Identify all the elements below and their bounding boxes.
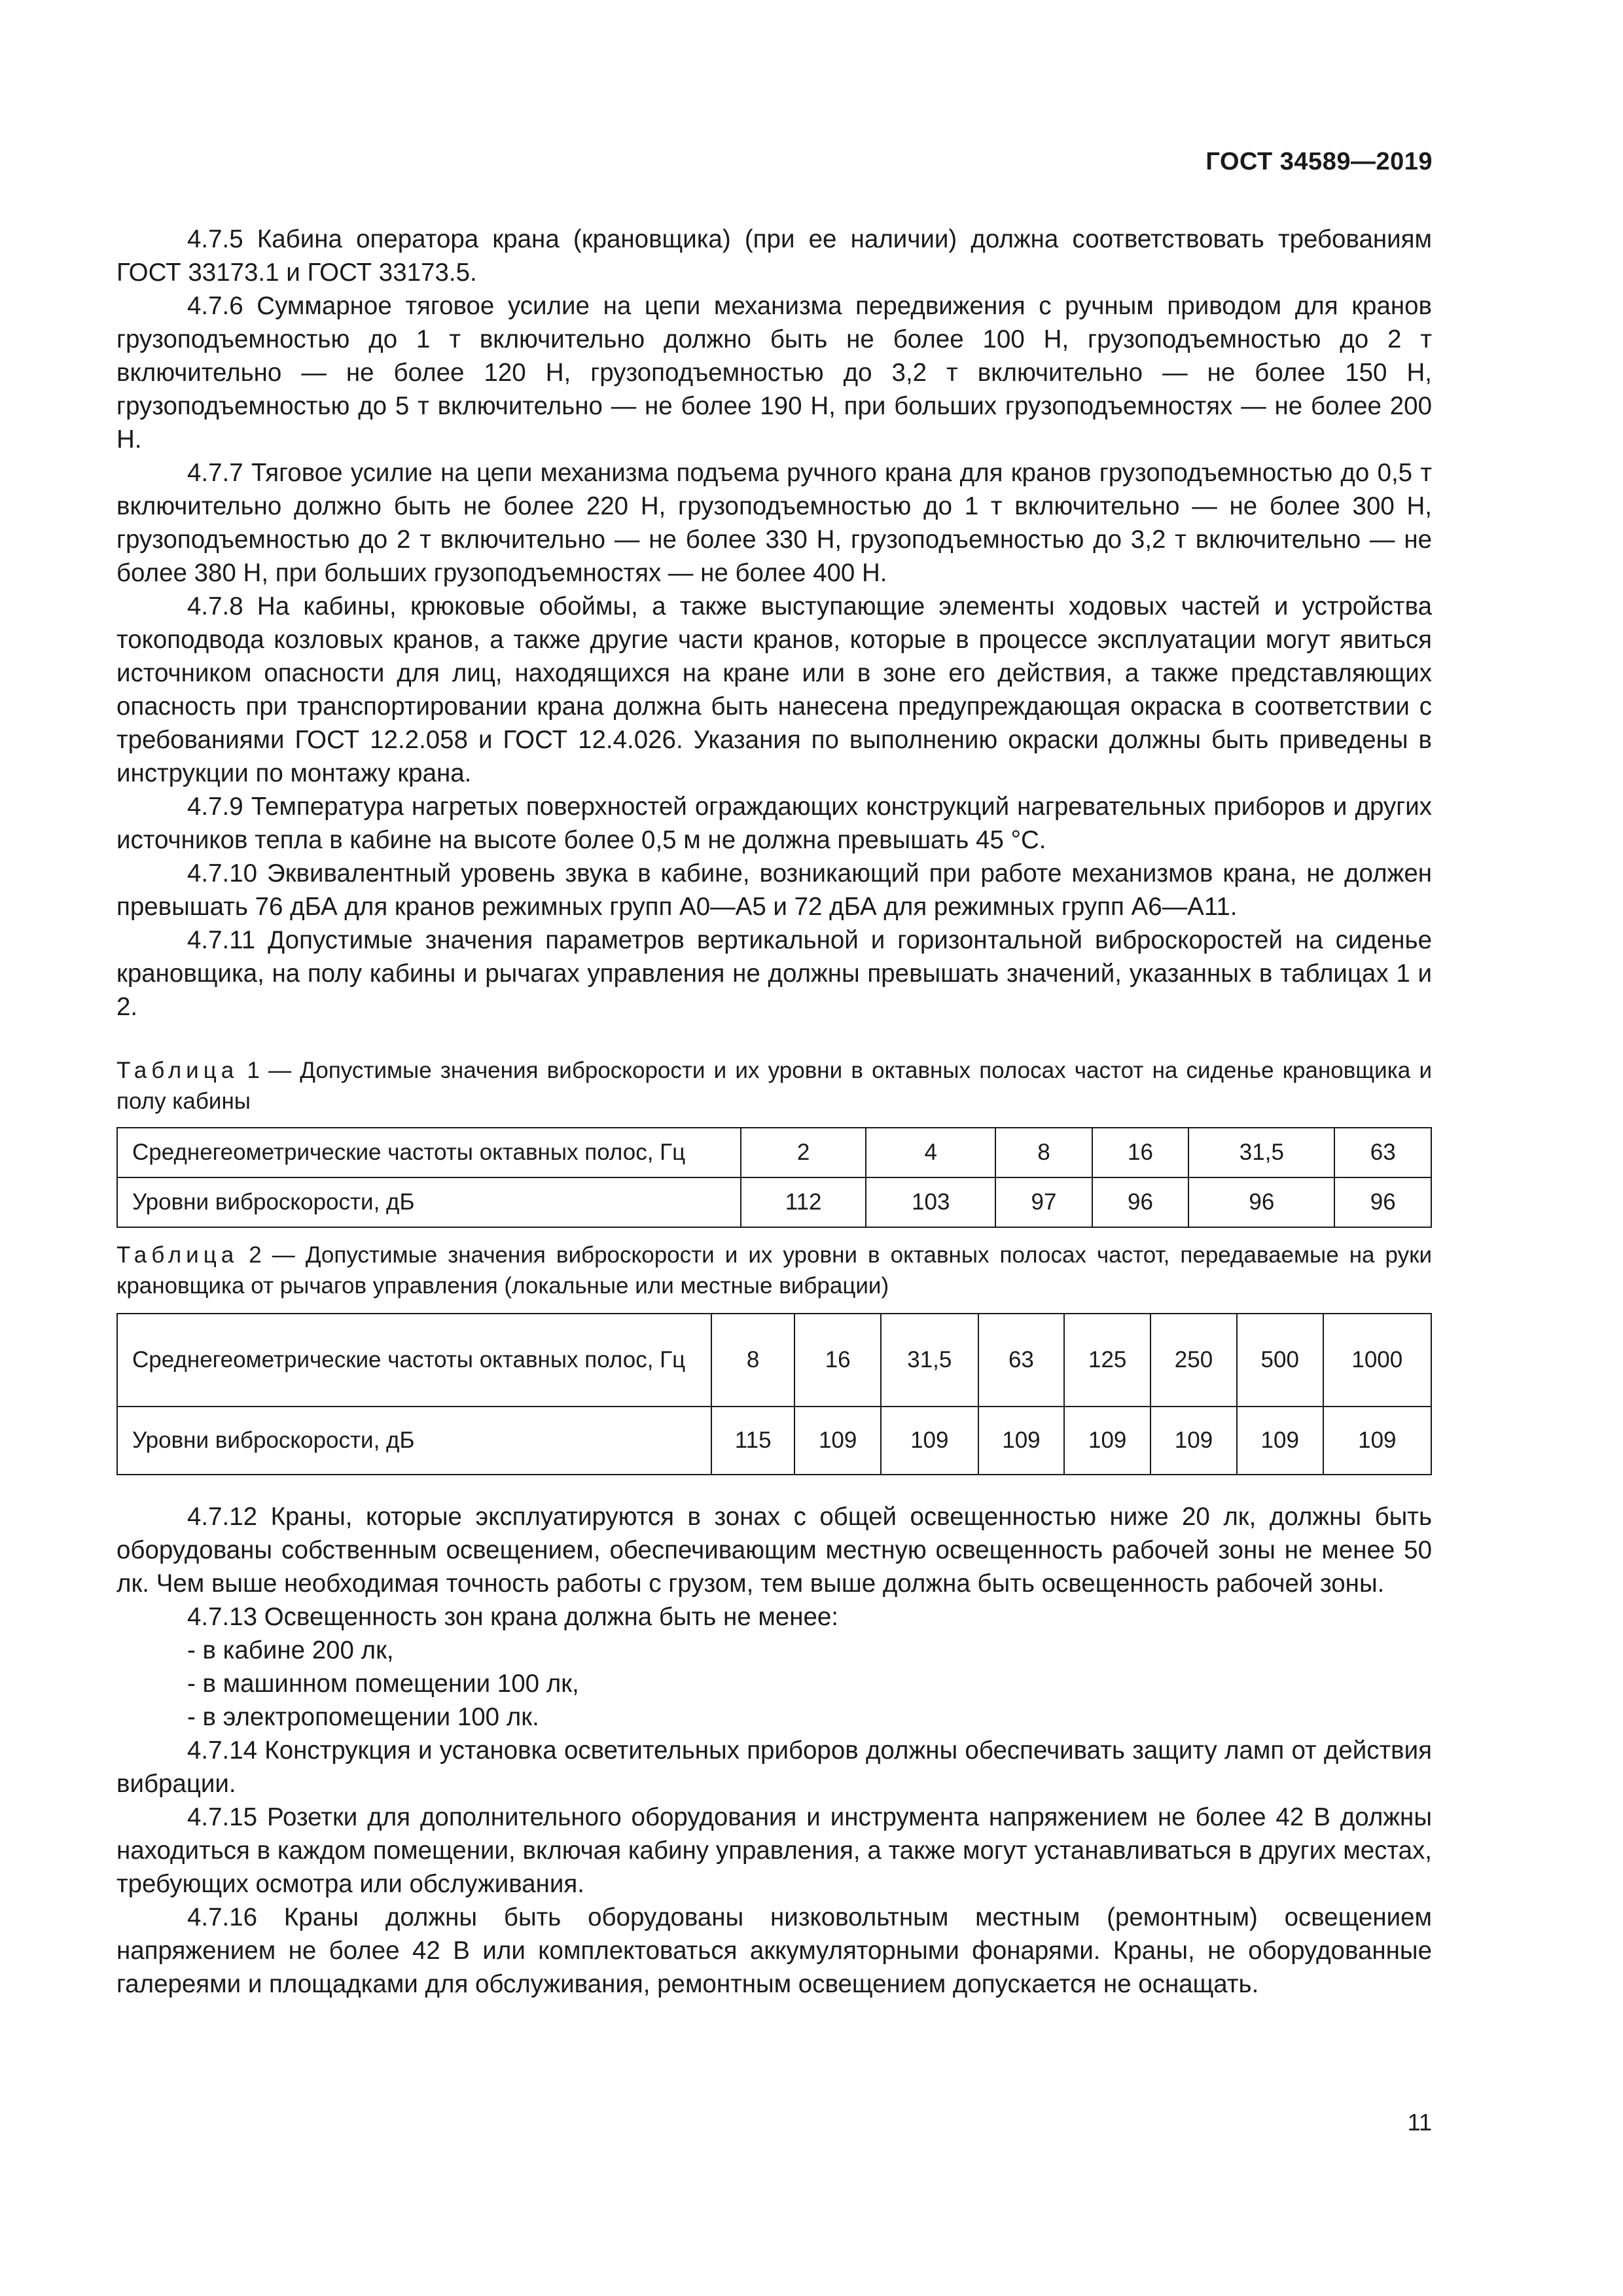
table2-caption-text: 2 — Допустимые значения виброскорости и их уровни в октавных полосах частот, передаваемые на руки крановщика от рычагов управления (локальные или местные вибрации) (116, 1242, 1432, 1299)
paragraph-4-7-13: 4.7.13 Освещенность зон крана должна быть не менее: (187, 1603, 838, 1631)
table2-freq-label: Среднегеометрические частоты октавных полос, Гц (117, 1314, 711, 1407)
table-row (117, 1177, 1431, 1227)
paragraph-4-7-11: 4.7.11 Допустимые значения параметров вертикальной и горизонтальной виброскоростей на сиденье крановщика, на полу кабины и рычагах управления не должны превышать значений, указанных в таблицах 1 и 2. (116, 926, 1432, 1021)
page-header: ГОСТ 34589—2019 (1205, 148, 1433, 175)
table-cell: 96 (1334, 1177, 1431, 1227)
table-cell: 8 (711, 1314, 794, 1407)
table1-caption-word: Таблица (116, 1058, 239, 1083)
table-cell: 115 (711, 1407, 794, 1475)
table-row (117, 1407, 1431, 1475)
table-cell: 4 (866, 1128, 995, 1177)
table-cell: 2 (741, 1128, 866, 1177)
list-item: - в машинном помещении 100 лк, (187, 1670, 579, 1698)
table1-caption-text: 1 — Допустимые значения виброскорости и их уровни в октавных полосах частот на сиденье крановщика и полу кабины (116, 1058, 1432, 1114)
paragraph-4-7-9: 4.7.9 Температура нагретых поверхностей ограждающих конструкций нагревательных приборов и других источников тепла в кабине на высоте более 0,5 м не должна превышать 45 °С. (116, 793, 1432, 854)
paragraph-4-7-14: 4.7.14 Конструкция и установка осветительных приборов должны обеспечивать защиту ламп от действия вибрации. (116, 1736, 1432, 1798)
table-cell: 109 (881, 1407, 978, 1475)
table-cell: 103 (866, 1177, 995, 1227)
paragraph-4-7-6: 4.7.6 Суммарное тяговое усилие на цепи механизма передвижения с ручным приводом для кранов грузоподъемностью до 1 т включительно должно быть не более 100 Н, грузоподъемностью до 2 т включительно — не более 120 Н, грузоподъемностью до 3,2 т включительно — не более 150 Н, грузоподъемностью до 5 т включительно — не более 190 Н, при больших грузоподъемностях — не более 200 Н. (116, 292, 1432, 454)
table-cell: 96 (1188, 1177, 1334, 1227)
table2-level-label: Уровни виброскорости, дБ (117, 1407, 711, 1475)
table-cell: 96 (1092, 1177, 1189, 1227)
table-row (117, 1128, 1431, 1177)
table-cell: 112 (741, 1177, 866, 1227)
table2-caption-word: Таблица (116, 1242, 239, 1268)
table-cell: 109 (1150, 1407, 1237, 1475)
table-2 (116, 1313, 1432, 1475)
paragraph-4-7-5: 4.7.5 Кабина оператора крана (крановщика) (при ее наличии) должна соответствовать требованиям ГОСТ 33173.1 и ГОСТ 33173.5. (116, 225, 1432, 287)
paragraph-4-7-7: 4.7.7 Тяговое усилие на цепи механизма подъема ручного крана для кранов грузоподъемностью до 0,5 т включительно должно быть не более 220 Н, грузоподъемностью до 1 т включительно — не более 300 Н, грузоподъемностью до 2 т включительно — не более 330 Н, грузоподъемностью до 3,2 т включительно — не более 380 Н, при больших грузоподъемностях — не более 400 Н. (116, 459, 1432, 587)
table-cell: 250 (1150, 1314, 1237, 1407)
paragraph-4-7-10: 4.7.10 Эквивалентный уровень звука в кабине, возникающий при работе механизмов крана, не должен превышать 76 дБА для кранов режимных групп А0—А5 и 72 дБА для режимных групп А6—А11. (116, 859, 1432, 921)
table-1 (116, 1127, 1432, 1228)
table-cell: 109 (1237, 1407, 1323, 1475)
paragraph-4-7-12: 4.7.12 Краны, которые эксплуатируются в зонах с общей освещенностью ниже 20 лк, должны быть оборудованы собственным освещением, обеспечивающим местную освещенность рабочей зоны не менее 50 лк. Чем выше необходимая точность работы с грузом, тем выше должна быть освещенность рабочей зоны. (116, 1503, 1432, 1598)
table-cell: 31,5 (1188, 1128, 1334, 1177)
table-cell: 109 (1064, 1407, 1150, 1475)
paragraph-4-7-8: 4.7.8 На кабины, крюковые обоймы, а также выступающие элементы ходовых частей и устройства токоподвода козловых кранов, а также другие части кранов, которые в процессе эксплуатации могут явиться источником опасности для лиц, находящихся на кране или в зоне его действия, а также представляющих опасность при транспортировании крана должна быть нанесена предупреждающая окраска в соответствии с требованиями ГОСТ 12.2.058 и ГОСТ 12.4.026. Указания по выполнению окраски должны быть приведены в инструкции по монтажу крана. (116, 592, 1432, 787)
table-cell: 31,5 (881, 1314, 978, 1407)
table-cell: 63 (978, 1314, 1065, 1407)
table-cell: 16 (794, 1314, 881, 1407)
paragraph-4-7-16: 4.7.16 Краны должны быть оборудованы низковольтным местным (ремонтным) освещением напряжением не более 42 В или комплектоваться аккумуляторными фонарями. Краны, не оборудованные галереями и площадками для обслуживания, ремонтным освещением допускается не оснащать. (116, 1903, 1432, 1998)
table-cell: 109 (978, 1407, 1065, 1475)
table-row (117, 1314, 1431, 1407)
document-body (116, 223, 1432, 2001)
table-cell: 125 (1064, 1314, 1150, 1407)
table-cell: 500 (1237, 1314, 1323, 1407)
list-item: - в кабине 200 лк, (187, 1636, 394, 1664)
page-number: 11 (1407, 2109, 1432, 2136)
table-cell: 109 (794, 1407, 881, 1475)
table-cell: 109 (1323, 1407, 1431, 1475)
table1-freq-label: Среднегеометрические частоты октавных полос, Гц (117, 1128, 741, 1177)
table-cell: 63 (1334, 1128, 1431, 1177)
table-cell: 8 (995, 1128, 1092, 1177)
table-cell: 1000 (1323, 1314, 1431, 1407)
table1-level-label: Уровни виброскорости, дБ (117, 1177, 741, 1227)
table-cell: 16 (1092, 1128, 1189, 1177)
list-item: - в электропомещении 100 лк. (187, 1703, 539, 1731)
table-cell: 97 (995, 1177, 1092, 1227)
table1-caption (116, 1055, 1432, 1117)
table2-caption (116, 1240, 1432, 1301)
paragraph-4-7-15: 4.7.15 Розетки для дополнительного оборудования и инструмента напряжением не более 42 В должны находиться в каждом помещении, включая кабину управления, а также могут устанавливаться в других местах, требующих осмотра или обслуживания. (116, 1803, 1432, 1898)
